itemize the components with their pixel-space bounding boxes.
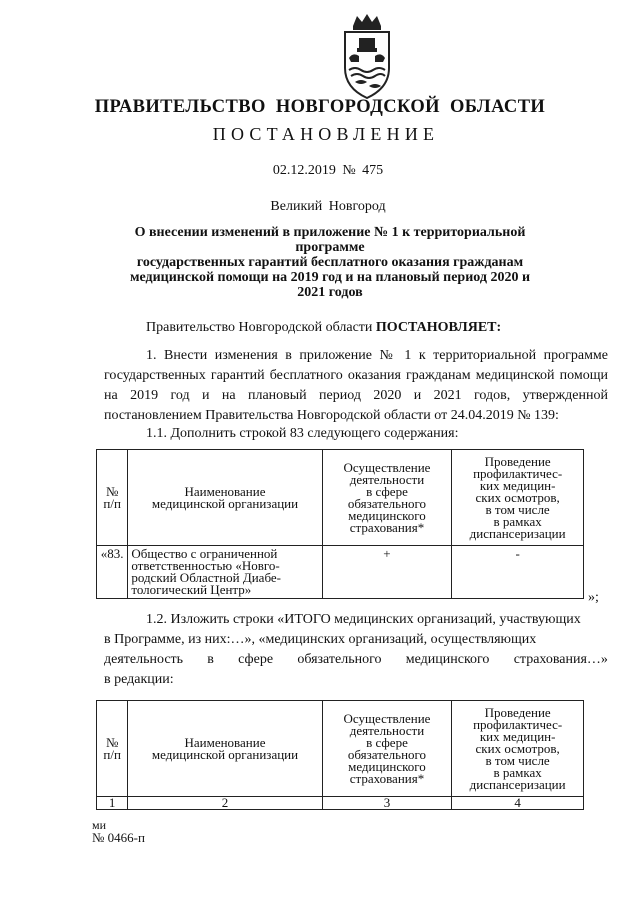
- government-name: ПРАВИТЕЛЬСТВО НОВГОРОДСКОЙ ОБЛАСТИ: [94, 97, 546, 117]
- table-closing-quote: »;: [588, 590, 599, 605]
- item-1-2-line: в редакции:: [104, 672, 174, 687]
- preamble-text: Правительство Новгородской области: [146, 320, 376, 335]
- header-prof-text: Проведение профилактичес- ких медицин- ских осмотров, в том числе в рамках диспансеризации: [469, 453, 566, 541]
- row-organization-name: [128, 546, 322, 599]
- header-num: [97, 701, 128, 797]
- header-num-text: № п/п: [103, 734, 121, 762]
- table-row: [97, 546, 584, 599]
- header-name-text: Наименование медицинской организации: [151, 483, 299, 511]
- word: в: [207, 652, 214, 667]
- footer-initials: ми: [92, 818, 107, 832]
- row-oms-mark: +: [322, 546, 452, 599]
- header-prof: [452, 450, 584, 546]
- document-city: Великий Новгород: [270, 199, 386, 214]
- header-num-text: № п/п: [103, 483, 121, 511]
- index-cell: 1: [97, 797, 128, 810]
- header-oms: [322, 450, 452, 546]
- novgorod-coat-of-arms-icon: [331, 12, 403, 102]
- header-name: [128, 701, 322, 797]
- row-num: «83.: [97, 546, 128, 599]
- header-oms-text: Осуществление деятельности в сфере обязательного медицинского страхования*: [343, 459, 431, 535]
- item-1-2-line: в Программе, из них:…», «медицинских организаций, осуществляющих: [104, 632, 537, 647]
- title-line: медицинской помощи на 2019 год и на плановый период 2020 и: [129, 270, 531, 285]
- word: сфере: [238, 652, 274, 667]
- header-oms-text: Осуществление деятельности в сфере обязательного медицинского страхования*: [343, 710, 431, 786]
- footer-doc-code: № 0466-п: [92, 830, 145, 845]
- header-oms: [322, 701, 452, 797]
- word: обязательного: [297, 652, 382, 667]
- item-1-2-line-justified: [104, 650, 608, 670]
- item-1-1-paragraph: 1.1. Дополнить строкой 83 следующего содержания:: [146, 426, 459, 441]
- table-add-row-83: [96, 449, 584, 599]
- item-1-2-paragraph: [104, 610, 608, 690]
- item-1-2-line: 1.2. Изложить строки «ИТОГО медицинских организаций, участвующих: [146, 612, 581, 627]
- header-prof-text: Проведение профилактичес- ких медицин- ских осмотров, в том числе в рамках диспансеризации: [469, 704, 566, 792]
- word: страхования…»: [513, 652, 608, 667]
- document-type: ПОСТАНОВЛЕНИЕ: [212, 124, 440, 144]
- header-prof: [452, 701, 584, 797]
- header-name-text: Наименование медицинской организации: [151, 734, 299, 762]
- table-header-row: [97, 701, 584, 797]
- word: деятельность: [104, 652, 184, 667]
- table-new-wording: [96, 700, 584, 810]
- title-line: О внесении изменений в приложение № 1 к территориальной программе: [134, 225, 526, 255]
- table-header-row: [97, 450, 584, 546]
- document-date-number: 02.12.2019 № 475: [272, 163, 384, 178]
- word: медицинского: [405, 652, 490, 667]
- index-cell: 2: [128, 797, 322, 810]
- row-prof-mark: -: [452, 546, 584, 599]
- preamble: [104, 318, 608, 338]
- document-title: [100, 225, 560, 300]
- index-cell: 3: [322, 797, 452, 810]
- table-index-row: [97, 797, 584, 810]
- preamble-emphasis: ПОСТАНОВЛЯЕТ:: [375, 320, 502, 335]
- index-cell: 4: [452, 797, 584, 810]
- row-organization-name-text: Общество с ограниченной ответственностью «Новго- родский Областной Диабе- тологический Центр»: [131, 546, 281, 597]
- item-1-paragraph: 1. Внести изменения в приложение № 1 к территориальной программе государственных гарантий бесплатного оказания гражданам медицинской помощи на 2019 год и на плановый период 2020 и 2021 годов, утвержденной постановлением Правительства Новгородской области от 24.04.2019 № 139:: [104, 348, 608, 423]
- header-name: [128, 450, 322, 546]
- title-line: государственных гарантий бесплатного оказания гражданам: [136, 255, 524, 270]
- header-num: [97, 450, 128, 546]
- title-line: 2021 годов: [297, 285, 363, 300]
